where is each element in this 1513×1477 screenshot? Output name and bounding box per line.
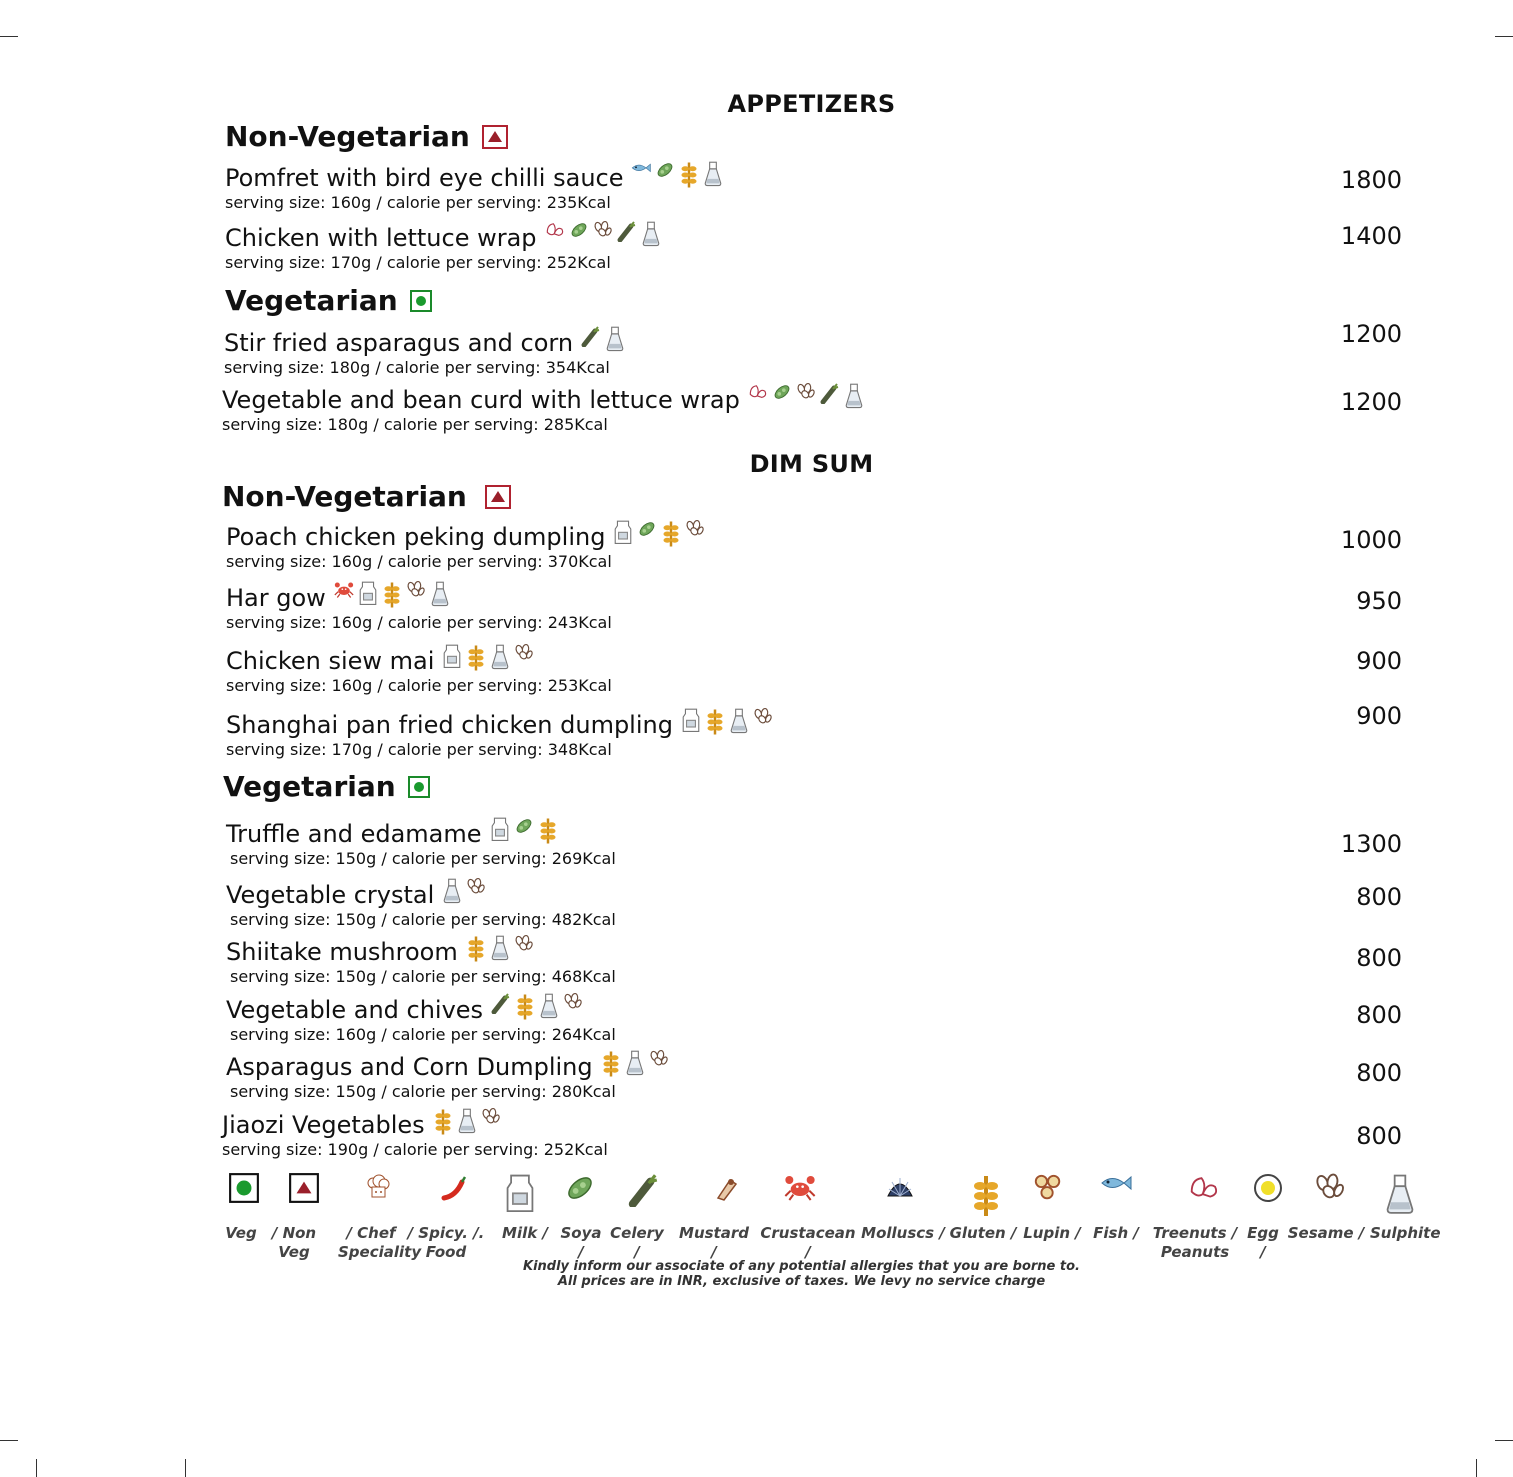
item-name: Vegetable and bean curd with lettuce wrap	[222, 386, 740, 414]
item-serving-info: serving size: 180g / calorie per serving: 285Kcal	[222, 415, 608, 434]
treenuts-icon	[1188, 1172, 1220, 1204]
price-note: All prices are in INR, exclusive of taxes. We levy no service charge	[557, 1274, 1046, 1289]
celery-icon	[617, 220, 637, 242]
crop-mark-bottom-right	[1495, 1440, 1513, 1441]
treenuts-icon	[748, 382, 768, 404]
sesame-icon	[481, 1107, 501, 1129]
allergen-icons	[442, 643, 534, 665]
gluten-icon	[970, 1172, 1002, 1204]
menu-item	[226, 820, 616, 868]
item-serving-info: serving size: 160g / calorie per serving: 253Kcal	[226, 676, 612, 695]
legend-item	[966, 1172, 1006, 1204]
sulphite-icon	[641, 220, 661, 242]
milk-icon	[613, 519, 633, 541]
allergy-note: Kindly inform our associate of any potential allergies that you are borne to.	[523, 1259, 1080, 1274]
item-name: Vegetable crystal	[226, 881, 435, 909]
gluten-icon	[466, 934, 486, 956]
celery-icon	[628, 1172, 660, 1204]
mustard-icon	[710, 1172, 742, 1204]
legend-label: Veg	[225, 1224, 257, 1242]
item-price: 1400	[1340, 222, 1402, 250]
heading-label: Non-Vegetarian	[225, 120, 470, 153]
item-name: Jiaozi Vegetables	[222, 1111, 425, 1139]
fish-icon	[1100, 1172, 1132, 1204]
egg-icon	[1252, 1172, 1284, 1204]
sulphite-icon	[729, 707, 749, 729]
sulphite-icon	[490, 643, 510, 665]
menu-item	[226, 1053, 669, 1101]
legend-item	[706, 1172, 746, 1204]
allergen-icons	[466, 934, 534, 956]
sesame-icon	[649, 1049, 669, 1071]
dimsum-non-veg-heading	[222, 480, 511, 513]
legend-label: Sulphite	[1370, 1224, 1441, 1242]
legend-item	[1248, 1172, 1288, 1204]
item-name: Shiitake mushroom	[226, 938, 458, 966]
sulphite-icon	[1384, 1172, 1416, 1204]
sesame-icon	[466, 877, 486, 899]
appetizers-title: APPETIZERS	[727, 90, 896, 118]
sesame-icon	[514, 934, 534, 956]
sesame-icon	[1314, 1172, 1346, 1204]
allergen-icons	[601, 1049, 669, 1071]
legend-label: Celery /	[610, 1224, 664, 1261]
appetizers-non-veg-heading	[225, 120, 508, 153]
menu-item	[222, 1111, 608, 1159]
sesame-icon	[406, 580, 426, 602]
crustacean-icon	[784, 1172, 816, 1204]
crop-mark-bottom-left	[0, 1440, 18, 1441]
item-price: 800	[1356, 1122, 1402, 1150]
soya-icon	[637, 519, 657, 541]
legend-item	[224, 1172, 264, 1204]
fish-icon	[631, 160, 651, 182]
legend-label: Lupin /	[1023, 1224, 1081, 1242]
legend-item	[500, 1172, 540, 1204]
soya-icon	[514, 816, 534, 838]
allergen-icons	[490, 816, 558, 838]
sulphite-icon	[539, 992, 559, 1014]
celery-icon	[491, 992, 511, 1014]
item-name: Chicken with lettuce wrap	[225, 224, 537, 252]
sesame-icon	[563, 992, 583, 1014]
crop-mark-bottom-3	[1476, 1459, 1477, 1477]
item-price: 1300	[1340, 830, 1402, 858]
legend-item	[1028, 1172, 1068, 1204]
veg-icon	[228, 1172, 260, 1204]
item-price: 800	[1356, 1059, 1402, 1087]
item-price: 800	[1356, 883, 1402, 911]
item-serving-info: serving size: 150g / calorie per serving: 269Kcal	[230, 849, 616, 868]
crustacean-icon	[334, 580, 354, 602]
item-serving-info: serving size: 160g / calorie per serving: 235Kcal	[225, 193, 611, 212]
menu-item	[225, 224, 661, 272]
allergen-legend	[220, 1172, 1450, 1267]
sulphite-icon	[457, 1107, 477, 1129]
treenuts-icon	[545, 220, 565, 242]
sulphite-icon	[625, 1049, 645, 1071]
legend-item	[1184, 1172, 1224, 1204]
item-name: Shanghai pan fried chicken dumpling	[226, 711, 673, 739]
item-serving-info: serving size: 170g / calorie per serving: 348Kcal	[226, 740, 612, 759]
veg-icon	[410, 290, 432, 312]
item-price: 1200	[1340, 388, 1402, 416]
gluten-icon	[433, 1107, 453, 1129]
milk-icon	[358, 580, 378, 602]
sesame-icon	[514, 643, 534, 665]
sulphite-icon	[490, 934, 510, 956]
item-serving-info: serving size: 160g / calorie per serving: 370Kcal	[226, 552, 612, 571]
milk-icon	[442, 643, 462, 665]
allergen-icons	[545, 220, 661, 242]
legend-label: Molluscs /	[861, 1224, 945, 1242]
veg-icon	[408, 776, 430, 798]
allergen-icons	[491, 992, 583, 1014]
heading-label: Non-Vegetarian	[222, 480, 467, 513]
sulphite-icon	[430, 580, 450, 602]
item-price: 800	[1356, 944, 1402, 972]
legend-item	[1380, 1172, 1420, 1204]
legend-label: Egg /	[1247, 1224, 1279, 1261]
menu-item	[224, 329, 625, 377]
crop-mark-top-right	[1495, 36, 1513, 37]
gluten-icon	[601, 1049, 621, 1071]
allergen-icons	[581, 325, 625, 347]
allergen-icons	[681, 707, 773, 729]
menu-item	[226, 647, 612, 695]
soya-icon	[569, 220, 589, 242]
non-veg-icon	[482, 125, 508, 149]
sesame-icon	[753, 707, 773, 729]
allergen-icons	[613, 519, 705, 541]
molluscs-icon	[884, 1172, 916, 1204]
sesame-icon	[685, 519, 705, 541]
item-serving-info: serving size: 180g / calorie per serving: 354Kcal	[224, 358, 610, 377]
item-price: 800	[1356, 1001, 1402, 1029]
item-price: 900	[1356, 702, 1402, 730]
milk-icon	[681, 707, 701, 729]
item-name: Asparagus and Corn Dumpling	[226, 1053, 593, 1081]
item-serving-info: serving size: 160g / calorie per serving: 243Kcal	[226, 613, 612, 632]
crop-mark-bottom-2	[185, 1459, 186, 1477]
sulphite-icon	[703, 160, 723, 182]
item-price: 1000	[1340, 526, 1402, 554]
legend-item	[358, 1172, 398, 1204]
item-name: Poach chicken peking dumpling	[226, 523, 606, 551]
item-name: Chicken siew mai	[226, 647, 435, 675]
allergen-icons	[442, 877, 486, 899]
celery-icon	[581, 325, 601, 347]
legend-label: / Spicy. /. Food	[407, 1224, 485, 1261]
item-serving-info: serving size: 150g / calorie per serving: 482Kcal	[230, 910, 616, 929]
milk-icon	[504, 1172, 536, 1204]
item-serving-info: serving size: 150g / calorie per serving: 468Kcal	[230, 967, 616, 986]
gluten-icon	[515, 992, 535, 1014]
item-name: Truffle and edamame	[226, 820, 482, 848]
legend-item	[560, 1172, 600, 1204]
crop-mark-top-left	[0, 36, 18, 37]
legend-label: Mustard /	[679, 1224, 749, 1261]
sulphite-icon	[844, 382, 864, 404]
item-serving-info: serving size: 170g / calorie per serving: 252Kcal	[225, 253, 611, 272]
menu-item	[226, 938, 616, 986]
menu-item	[226, 584, 612, 632]
legend-label: Treenuts / Peanuts	[1152, 1224, 1238, 1261]
gluten-icon	[466, 643, 486, 665]
legend-label: Crustacean /	[760, 1224, 856, 1261]
item-name: Pomfret with bird eye chilli sauce	[225, 164, 624, 192]
heading-label: Vegetarian	[223, 770, 396, 803]
milk-icon	[490, 816, 510, 838]
sesame-icon	[796, 382, 816, 404]
non-veg-icon	[288, 1172, 320, 1204]
soya-icon	[655, 160, 675, 182]
legend-item	[434, 1172, 474, 1204]
appetizers-veg-heading	[225, 284, 432, 317]
legend-item	[1096, 1172, 1136, 1204]
legend-item	[624, 1172, 664, 1204]
item-name: Stir fried asparagus and corn	[224, 329, 574, 357]
legend-label: Soya /	[560, 1224, 602, 1261]
item-price: 1800	[1340, 166, 1402, 194]
legend-item	[780, 1172, 820, 1204]
legend-item	[880, 1172, 920, 1204]
dimsum-veg-heading	[223, 770, 430, 803]
allergen-icons	[433, 1107, 501, 1129]
legend-item	[284, 1172, 324, 1204]
crop-mark-bottom-1	[36, 1459, 37, 1477]
menu-item	[222, 386, 864, 434]
soya-icon	[564, 1172, 596, 1204]
item-price: 950	[1356, 587, 1402, 615]
gluten-icon	[705, 707, 725, 729]
item-name: Vegetable and chives	[226, 996, 484, 1024]
soya-icon	[772, 382, 792, 404]
item-price: 900	[1356, 647, 1402, 675]
legend-label: Gluten /	[949, 1224, 1017, 1242]
lupin-icon	[1032, 1172, 1064, 1204]
legend-label: Milk /	[502, 1224, 548, 1242]
item-serving-info: serving size: 160g / calorie per serving: 264Kcal	[230, 1025, 616, 1044]
chilli-icon	[438, 1172, 470, 1204]
legend-label: / Chef Speciality	[338, 1224, 422, 1261]
gluten-icon	[538, 816, 558, 838]
menu-item	[225, 164, 723, 212]
sulphite-icon	[442, 877, 462, 899]
item-price: 1200	[1340, 320, 1402, 348]
allergen-icons	[748, 382, 864, 404]
menu-item	[226, 996, 616, 1044]
chef-icon	[362, 1172, 394, 1204]
sesame-icon	[593, 220, 613, 242]
celery-icon	[820, 382, 840, 404]
non-veg-icon	[485, 485, 511, 509]
legend-label: Fish /	[1093, 1224, 1139, 1242]
gluten-icon	[661, 519, 681, 541]
dimsum-title: DIM SUM	[749, 450, 874, 478]
gluten-icon	[679, 160, 699, 182]
heading-label: Vegetarian	[225, 284, 398, 317]
item-serving-info: serving size: 190g / calorie per serving: 252Kcal	[222, 1140, 608, 1159]
legend-label: / Non Veg	[271, 1224, 317, 1261]
menu-item	[226, 523, 705, 571]
gluten-icon	[382, 580, 402, 602]
item-serving-info: serving size: 150g / calorie per serving: 280Kcal	[230, 1082, 616, 1101]
menu-item	[226, 711, 773, 759]
allergen-icons	[631, 160, 723, 182]
item-name: Har gow	[226, 584, 326, 612]
sulphite-icon	[605, 325, 625, 347]
legend-item	[1310, 1172, 1350, 1204]
allergen-icons	[334, 580, 450, 602]
legend-label: Sesame /	[1287, 1224, 1365, 1242]
menu-item	[226, 881, 616, 929]
